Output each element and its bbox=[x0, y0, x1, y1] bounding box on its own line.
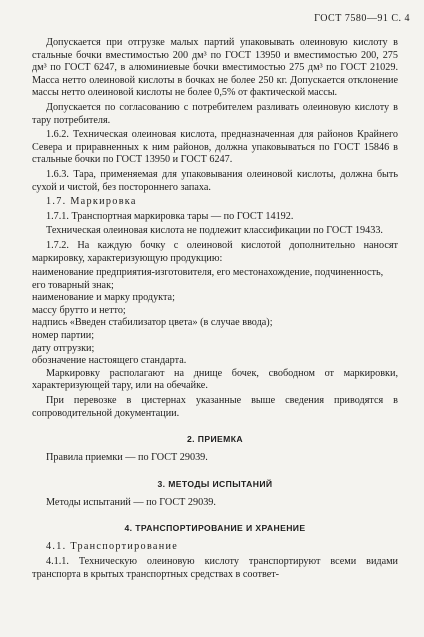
paragraph: Допускается при отгрузке малых партий упаковывать олеиновую кислоту в стальные бочки вместимостью 200 дм³ по ГОСТ 13950 и вместимостью 200, 275 дм³ по ГОСТ 6247, в алюминиевые бочки вместимостью 275 дм³ по ГОСТ 21029. Масса нетто олеиновой кислоты в бочках не более 250 кг. Допускается отклонение массы нетто олеиновой кислоты не более 0,5% от фактической массы. bbox=[32, 37, 398, 99]
subsection-title: 1.7. Маркировка bbox=[46, 196, 137, 208]
marking-item: наименование предприятия-изготовителя, его местонахождение, подчиненность, его товарный знак; bbox=[32, 267, 384, 291]
section-heading: 2. ПРИЕМКА bbox=[187, 434, 243, 445]
paragraph: 1.7.2. На каждую бочку с олеиновой кислотой дополнительно наносят маркировку, характеризующую продукцию: bbox=[32, 239, 398, 264]
paragraph: Допускается по согласованию с потребителем разливать олеиновую кислоту в тару потребителя. bbox=[32, 101, 398, 126]
paragraph: Техническая олеиновая кислота не подлежит классификации по ГОСТ 19433. bbox=[46, 225, 383, 237]
marking-item: массу брутто и нетто; bbox=[32, 304, 126, 316]
paragraph: 1.6.3. Тара, применяемая для упаковывания олеиновой кислоты, должна быть сухой и чистой, без постороннего запаха. bbox=[32, 168, 398, 193]
paragraph: 4.1.1. Техническую олеиновую кислоту транспортируют всеми видами транспорта в крытых транспортных средствах в соответ- bbox=[32, 556, 398, 580]
paragraph: При перевозке в цистернах указанные выше сведения приводятся в сопроводительной документации. bbox=[32, 395, 398, 419]
marking-item: дату отгрузки; bbox=[32, 342, 95, 354]
paragraph: Маркировку располагают на днище бочек, свободном от маркировки, характеризующей тару, или на обечайке. bbox=[32, 367, 398, 392]
paragraph: 1.7.1. Транспортная маркировка тары — по ГОСТ 14192. bbox=[46, 210, 294, 222]
paragraph: Правила приемки — по ГОСТ 29039. bbox=[46, 452, 208, 464]
marking-item: надпись «Введен стабилизатор цвета» (в случае ввода); bbox=[32, 317, 273, 329]
marking-item: номер партии; bbox=[32, 330, 95, 342]
marking-item: обозначение настоящего стандарта. bbox=[32, 355, 187, 367]
subsection-title: 4.1. Транспортирование bbox=[46, 541, 179, 553]
document-body bbox=[32, 37, 398, 583]
marking-list bbox=[32, 267, 398, 368]
paragraph: 1.6.2. Техническая олеиновая кислота, предназначенная для районов Крайнего Севера и приравненных к ним районов, должна упаковываться по ГОСТ 15846 в стальные бочки по ГОСТ 13950 и ГОСТ 6247. bbox=[32, 129, 398, 166]
section-heading: 4. ТРАНСПОРТИРОВАНИЕ И ХРАНЕНИЕ bbox=[124, 523, 306, 534]
page-header: ГОСТ 7580—91 С. 4 bbox=[314, 13, 410, 24]
paragraph: Методы испытаний — по ГОСТ 29039. bbox=[46, 496, 216, 508]
marking-item: наименование и марку продукта; bbox=[32, 292, 175, 304]
section-heading: 3. МЕТОДЫ ИСПЫТАНИЙ bbox=[157, 478, 273, 489]
